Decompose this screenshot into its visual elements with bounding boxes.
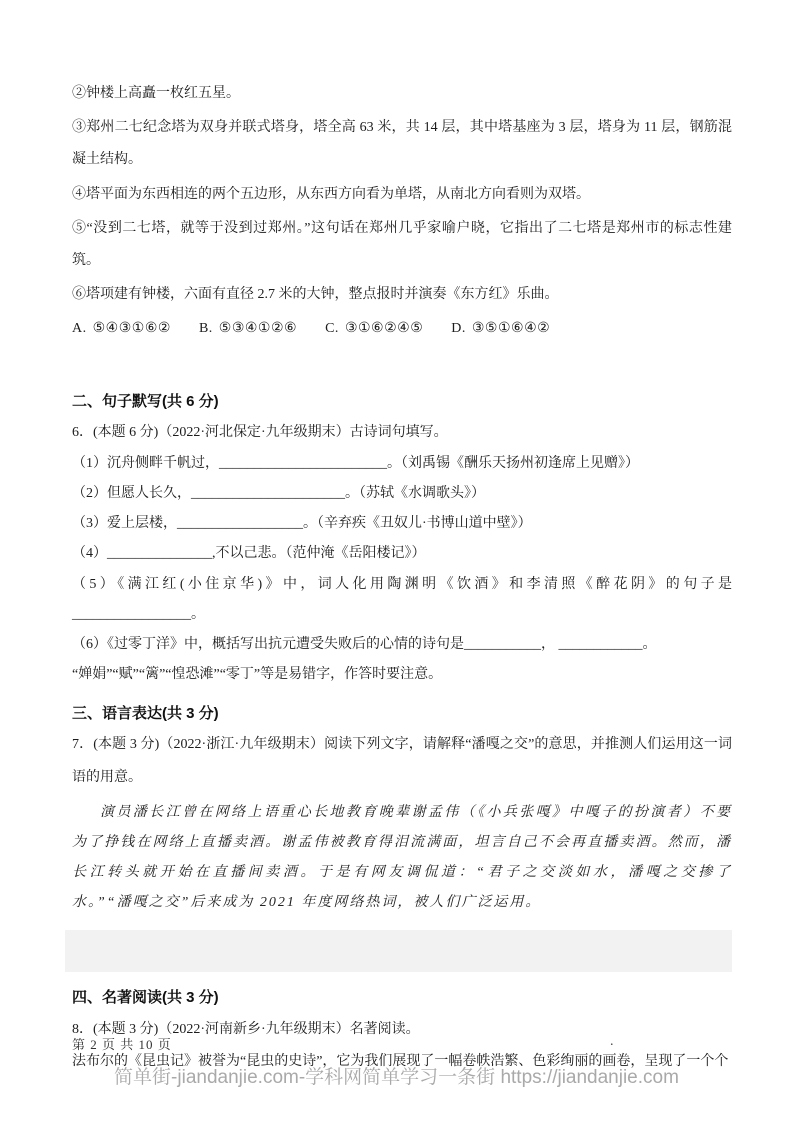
option-b-label: B. (198, 321, 213, 337)
question5-block (72, 78, 732, 346)
option-c (325, 313, 423, 345)
question7-block (72, 729, 732, 972)
option-a-label: A. (72, 321, 87, 337)
q8-body: 法布尔的《昆虫记》被誉为“昆虫的史诗”，它为我们展现了一幅卷帙浩繁、色彩绚丽的画卷，呈现了一个个 (72, 1053, 729, 1069)
q8-stem: 8．(本题 3 分)（2022·河南新乡·九年级期末）名著阅读。 (72, 1021, 420, 1037)
statement-5: ⑤“没到二七塔，就等于没到过郑州。”这句话在郑州几乎家喻户晓，它指出了二七塔是郑州市的标志性建筑。 (72, 220, 732, 268)
section4-heading: 四、名著阅读(共 3 分) (72, 989, 219, 1007)
option-d-sequence: ③⑤①⑥④② (471, 321, 551, 337)
section3-heading: 三、语言表达(共 3 分) (72, 704, 219, 722)
q7-stem: 7．(本题 3 分)（2022·浙江·九年级期末）阅读下列文字，请解释“潘嘎之交”的意思，并推测人们运用这一词语的用意。 (72, 737, 732, 785)
statement-3: ③郑州二七纪念塔为双身并联式塔身，塔全高 63 米，共 14 层，其中塔基座为 3 层，塔身为 11 层，钢筋混凝土结构。 (72, 120, 732, 168)
option-c-sequence: ③①⑥②④⑤ (344, 321, 424, 337)
answer-box (65, 930, 732, 972)
watermark-text: 简单街-jiandanjie.com-学科网简单学习一条街 https://jiandanjie.com (114, 1067, 679, 1088)
stray-dot: . (610, 1034, 614, 1049)
choice-options-row (72, 313, 732, 345)
page-number: 第 2 页 共 10 页 (72, 1037, 172, 1052)
statement-2: ②钟楼上高矗一枚红五星。 (72, 86, 240, 101)
statement-6: ⑥塔项建有钟楼，六面有直径 2.7 米的大钟，整点报时并演奏《东方红》乐曲。 (72, 287, 559, 303)
q6-item-5: （5）《满江红(小住京华)》中，词人化用陶渊明《饮酒》和李清照《醉花阴》的句子是_________________。 (72, 576, 732, 622)
q6-item-3: （3）爱上层楼，__________________。（辛弃疾《丑奴儿·书博山道中壁》） (72, 516, 532, 532)
option-d-label: D. (451, 321, 466, 337)
q6-note: “婵娟”“赋”“篱”“惶恐滩”“零丁”等是易错字，作答时要注意。 (72, 666, 443, 682)
q7-passage: 演员潘长江曾在网络上语重心长地教育晚辈谢孟伟（《小兵张嘎》中嘎子的扮演者）不要为了挣钱在网络上直播卖酒。谢孟伟被教育得泪流满面，坦言自己不会再直播卖酒。然而，潘长江转头就开始在直播间卖酒。于是有网友调侃道：“君子之交淡如水，潘嘎之交掺了水。”“潘嘎之交”后来成为 2021 年度网络热词，被人们广泛运用。 (72, 804, 732, 911)
option-a (72, 313, 171, 345)
q6-item-1: （1）沉舟侧畔千帆过，________________________。（刘禹锡《酬乐天扬州初逢席上见赠》） (72, 456, 639, 472)
option-b (199, 313, 297, 345)
question6-block (72, 417, 732, 690)
q6-item-4: （4）_______________,不以己悲。（范仲淹《岳阳楼记》） (72, 546, 426, 562)
q6-stem: 6．(本题 6 分)（2022·河北保定·九年级期末）古诗词句填写。 (72, 425, 448, 440)
option-a-sequence: ⑤④③①⑥② (92, 321, 171, 337)
statement-4: ④塔平面为东西相连的两个五边形，从东西方向看为单塔，从南北方向看则为双塔。 (72, 186, 590, 202)
q6-item-6: （6）《过零丁洋》中，概括写出抗元遭受失败后的心情的诗句是___________， ____________。 (72, 636, 657, 652)
section2-heading: 二、句子默写(共 6 分) (72, 392, 219, 410)
q6-item-2: （2）但愿人长久，______________________。（苏轼《水调歌头》） (72, 486, 485, 502)
option-c-label: C. (325, 321, 339, 337)
option-b-sequence: ⑤③④①②⑥ (218, 321, 298, 337)
option-d (451, 313, 550, 345)
